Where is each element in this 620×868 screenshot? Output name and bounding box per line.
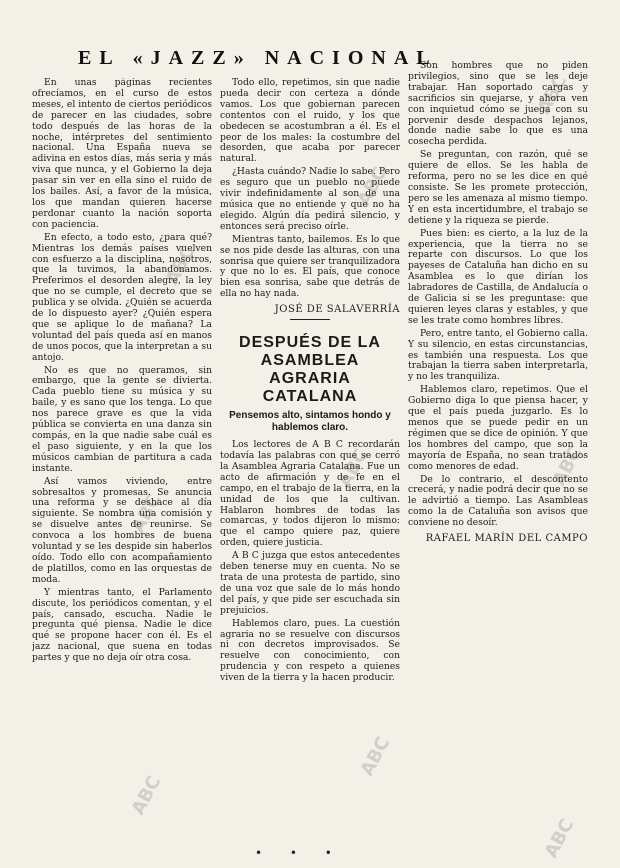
paragraph: Se preguntan, con razón, qué se quiere de ellos. Se les habla de reforma, pero no se les dice en qué consiste. Se les promete protección, pero se les amenaza al mismo tiempo. Y en esta incertidumbre, el trabajo se detiene y la riqueza se pierde. <box>408 149 588 226</box>
paragraph: Todo ello, repetimos, sin que nadie pueda decir con certeza a dónde vamos. Los que gobiernan parecen contentos con el ruido, y los que obedecen se acostumbran a él. Es el peor de los males: la costumbre del desorden, que acaba por parecer natural. <box>220 78 400 165</box>
page-ornament: • • • <box>255 846 344 860</box>
paragraph: Pero, entre tanto, el Gobierno calla. Y su silencio, en estas circunstancias, es también una respuesta. Los que trabajan la tierra saben interpretarla, y no les tranquiliza. <box>408 327 588 383</box>
paragraph: Así vamos viviendo, entre sobresaltos y promesas. Se anuncia una reforma y se deshace al día siguiente. Se nombra una comisión y se disuelve antes de reunirse. Se convoca a los hombres de buena voluntad y se les despide sin haberlos oído. Todo ello con acompañamiento de platillos, como en las orquestas de moda. <box>32 475 212 585</box>
watermark: ABC <box>334 445 373 492</box>
right-column <box>408 61 588 847</box>
left-column <box>32 78 212 848</box>
paragraph: Los lectores de A B C recordarán todavía las palabras con que se cerró la Asamblea Agraria Catalana. Fue un acto de afirmación y de fe en el campo, en el trabajo de la tierra, en la unidad de los que la cultivan. Hablaron hombres de todas las comarcas, y todos dijeron lo mismo: que el campo quiere paz, quiere orden, quiere justicia. <box>220 439 400 549</box>
divider <box>290 319 330 320</box>
right-column-text <box>408 61 588 529</box>
paragraph: Pues bien: es cierto, a la luz de la experiencia, que la tierra no se reparte con discursos. Lo que los payeses de Cataluña han dicho en su Asamblea es lo que dirían los labradores de Castilla, de Andalucía o de Galicia si se les preguntase: que quieren leyes claras y estables, y que se les trate como hombres libres. <box>408 227 588 326</box>
paragraph: Y mientras tanto, el Parlamento discute, los periódicos comentan, y el país, cansado, escucha. Nadie le pregunta qué piensa. Nadie le dice qué se propone hacer con él. Es el jazz nacional, que suena en todas partes y que no deja oír otra cosa. <box>32 586 212 664</box>
signature-salaverria: JOSÉ DE SALAVERRÍA <box>274 304 400 316</box>
article-heading: DESPUÉS DE LA ASAMBLEA AGRARIA CATALANA <box>239 334 381 406</box>
left-column-text <box>32 78 212 664</box>
article-text <box>220 440 400 684</box>
paragraph: Hablemos claro, pues. La cuestión agraria no se resuelve con discursos ni con decretos improvisados. Se resuelve con conocimiento, con prudencia y con respeto a quienes viven de la tierra y la hacen producir. <box>220 617 400 684</box>
watermark: ABC <box>540 815 579 862</box>
watermark: ABC <box>161 242 200 289</box>
paragraph: De lo contrario, el descontento crecerá, y nadie podrá decir que no se le advirtió a tiempo. Las Asambleas como la de Cataluña son avisos que conviene no desoír. <box>408 473 588 529</box>
paragraph: En efecto, a todo esto, ¿para qué? Mientras los demás países vuelven con esfuerzo a la disciplina, nosotros, que la tuvimos, la abandonamos. Preferimos el desorden alegre, la ley que no se cumple, el decreto que se publica y se olvida. ¿Quién se acuerda de lo dispuesto ayer? ¿Quién espera que se aplique lo de mañana? La voluntad del país queda así en manos de unos pocos, que la interpretan a su antojo. <box>32 231 212 363</box>
watermark: ABC <box>127 490 166 537</box>
paragraph: Son hombres que no piden privilegios, sino que se les deje trabajar. Han soportado cargas y sacrificios sin quejarse, y ahora ven con inquietud cómo se juega con su porvenir desde despachos lejanos, donde nadie sabe lo que es una cosecha perdida. <box>408 61 588 148</box>
signature-marin-del-campo: RAFAEL MARÍN DEL CAMPO <box>425 533 588 545</box>
watermark: ABC <box>353 163 392 210</box>
middle-column <box>220 78 400 848</box>
paragraph: Hablemos claro, repetimos. Que el Gobierno diga lo que piensa hacer, y que el país pueda juzgarlo. Es lo menos que se puede pedir en un régimen que se dice de opinión. Y que los hombres del campo, que son la mayoría de España, no sean tratados como menores de edad. <box>408 384 588 472</box>
watermark: ABC <box>127 772 166 819</box>
headline: EL «JAZZ» NACIONAL <box>78 47 438 69</box>
paragraph: A B C juzga que estos antecedentes deben tenerse muy en cuenta. No se trata de una protesta de partido, sino de una voz que sale de lo más hondo del país, y que pide ser escuchada sin prejuicios. <box>220 550 400 616</box>
paragraph: ¿Hasta cuándo? Nadie lo sabe. Pero es seguro que un pueblo no puede vivir indefinidamente al son de una música que no entiende y que no ha elegido. Algún día pedirá silencio, y entonces será preciso oírle. <box>220 166 400 232</box>
article-subhead: Pensemos alto, sintamos hondo y hablemos claro. <box>229 410 391 434</box>
watermark: ABC <box>356 733 395 780</box>
paragraph: En unas páginas recientes ofrecíamos, en el curso de estos meses, el intento de ciertos periódicos de parecer en las ciudades, sobre todo después de las horas de la noche, intérpretes del sentimiento nacional. Una España nueva se adivina en estos días, más seria y más viva que nunca, y el Gobierno la deja pasar sin ver en ella sino el ruido de los bailes. Así, a favor de la música, los que mandan quieren hacerse perdonar cuanto la nación soporta con paciencia. <box>32 78 212 230</box>
paragraph: Mientras tanto, bailemos. Es lo que se nos pide desde las alturas, con una sonrisa que quiere ser tranquilizadora y que no lo es. El país, que conoce bien esa sonrisa, sabe que detrás de ella no hay nada. <box>220 233 400 300</box>
middle-column-text <box>220 78 400 300</box>
watermark: ABC <box>533 71 572 118</box>
watermark: ABC <box>548 443 587 490</box>
paragraph: No es que no queramos, sin embargo, que la gente se divierta. Cada pueblo tiene su música y su baile, y es sano que los tenga. Lo que nos parece grave es que la vida pública se convierta en una danza sin compás, en la que nadie sabe cuál es el paso siguiente, y en la que los músicos cambian de partitura a cada instante. <box>32 364 212 474</box>
